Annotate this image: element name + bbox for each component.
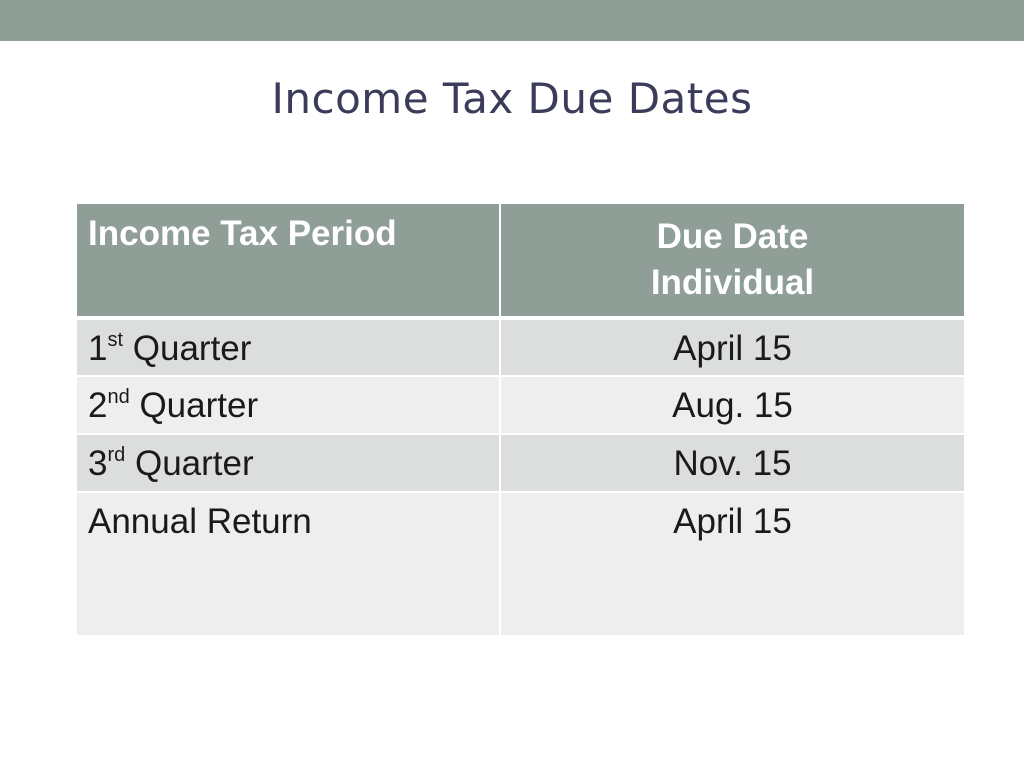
period-number: 2	[88, 386, 108, 425]
table-row	[77, 492, 964, 636]
due-date-cell: Aug. 15	[500, 376, 964, 434]
header-due-date-line2: Individual	[650, 263, 815, 302]
period-label: Quarter	[123, 329, 252, 368]
period-number: 3	[88, 444, 108, 483]
period-cell	[77, 492, 500, 636]
table-row	[77, 434, 964, 492]
due-dates-table	[77, 204, 964, 637]
period-number: Annual Return	[88, 502, 312, 541]
header-due-date-individual	[500, 204, 964, 318]
period-number: 1	[88, 329, 108, 368]
slide-title: Income Tax Due Dates	[271, 74, 753, 123]
period-cell	[77, 318, 500, 376]
header-due-date-line1: Due Date	[656, 217, 809, 256]
due-date-cell: April 15	[500, 318, 964, 376]
top-accent-band	[0, 0, 1024, 41]
period-label: Quarter	[129, 386, 259, 425]
period-ordinal-suffix: st	[107, 329, 124, 351]
period-label: Quarter	[125, 444, 254, 483]
period-cell	[77, 434, 500, 492]
header-income-tax-period: Income Tax Period	[77, 204, 500, 318]
table-row	[77, 376, 964, 434]
table-row	[77, 318, 964, 376]
table-header-row	[77, 204, 964, 318]
due-date-cell: April 15	[500, 492, 964, 636]
period-ordinal-suffix: nd	[107, 386, 130, 408]
period-ordinal-suffix: rd	[107, 444, 126, 466]
period-cell	[77, 376, 500, 434]
due-date-cell: Nov. 15	[500, 434, 964, 492]
